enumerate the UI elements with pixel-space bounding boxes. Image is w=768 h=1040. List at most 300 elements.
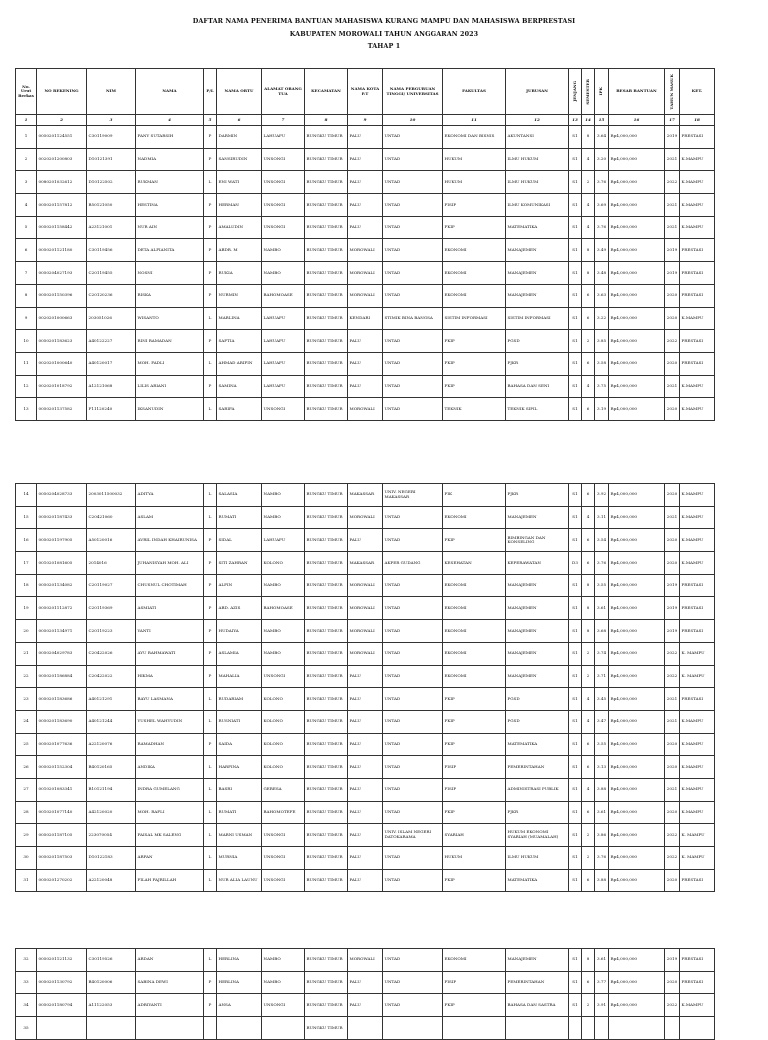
table-cell: 2020	[665, 552, 680, 575]
column-number-cell: 1	[16, 115, 37, 126]
table-cell: 3.64	[595, 126, 609, 149]
table-cell: 2021	[665, 375, 680, 398]
table-cell: P	[204, 216, 217, 239]
table-cell: RISKA	[136, 284, 204, 307]
table-cell: 17	[16, 552, 37, 575]
table-cell: KOLONO	[262, 733, 305, 756]
header-tahun-masuk: TAHUN MASUK	[668, 73, 674, 110]
table-cell: 2	[582, 994, 595, 1017]
table-cell: 4	[582, 216, 595, 239]
table-cell: BUNGKU TIMUR	[305, 552, 348, 575]
table-row	[16, 688, 715, 711]
table-row	[16, 778, 715, 801]
table-cell: 0050201077636	[37, 733, 87, 756]
table-cell: BUNGKU TIMUR	[305, 597, 348, 620]
table-cell: YANTI	[136, 620, 204, 643]
table-cell: A40121244	[87, 710, 136, 733]
table-cell: ABD. AZIS	[217, 597, 262, 620]
table-cell: 3.55	[595, 574, 609, 597]
table-cell: MATEMATIKA	[506, 733, 569, 756]
table-cell: BUNGKU TIMUR	[305, 710, 348, 733]
column-number-cell: 2	[37, 115, 87, 126]
table-cell: 2020	[665, 352, 680, 375]
table-cell: K.MAMPU	[680, 171, 715, 194]
table-cell: 0050201180794	[37, 994, 87, 1017]
table-cell: PALU	[348, 778, 383, 801]
header-cell: KECAMATAN	[305, 69, 348, 115]
table-row	[16, 994, 715, 1017]
table-cell: Rp4,000,000	[609, 824, 665, 847]
table-cell: BUNGKU TIMUR	[305, 262, 348, 285]
table-cell: 0020201018792	[37, 375, 87, 398]
table-cell: 19	[16, 597, 37, 620]
table-cell: 0020201000663	[37, 307, 87, 330]
table-cell: Rp4,000,000	[609, 756, 665, 779]
table-cell: 16	[16, 529, 37, 552]
table-cell: BUNGKU TIMUR	[305, 239, 348, 262]
header-cell: No. Urut Berkas	[16, 69, 37, 115]
header-cell	[595, 69, 609, 115]
table-row	[16, 710, 715, 733]
table-cell: 0050204028733	[37, 484, 87, 507]
table-cell: MOROWALI	[348, 398, 383, 421]
table-cell: WISANTO	[136, 307, 204, 330]
table-cell: PALU	[348, 847, 383, 870]
table-cell: FIK	[443, 484, 506, 507]
table-cell: PALU	[348, 171, 383, 194]
table-cell: 0050201134082	[37, 574, 87, 597]
table-row	[16, 194, 715, 217]
table-cell: ILMU HUKUM	[506, 148, 569, 171]
table-cell: UNTAD	[383, 194, 443, 217]
table-cell: Rp4,000,000	[609, 847, 665, 870]
table-cell: 2021	[665, 710, 680, 733]
table-cell: MATEMATIKA	[506, 216, 569, 239]
table-cell: PALU	[348, 216, 383, 239]
table-cell: 0050201187503	[37, 847, 87, 870]
table-cell: NUR ALIA LAUNU	[217, 869, 262, 892]
table-cell: 32	[16, 949, 37, 972]
table-cell: MANAJEMEN	[506, 284, 569, 307]
table-cell: Rp4,000,000	[609, 352, 665, 375]
table-cell: P	[204, 239, 217, 262]
table-cell: BUNGKU TIMUR	[305, 307, 348, 330]
table-cell: BASRI	[217, 778, 262, 801]
table-cell: C20119369	[87, 597, 136, 620]
table-cell: A11122053	[87, 994, 136, 1017]
header-cell: FAKULTAS	[443, 69, 506, 115]
table-cell: 29	[16, 824, 37, 847]
table-cell: 2003011500032	[87, 484, 136, 507]
table-cell	[506, 1017, 569, 1040]
table-cell: FISIP	[443, 756, 506, 779]
table-cell: 2019	[665, 597, 680, 620]
table-cell: S1	[569, 801, 582, 824]
table-cell: A40121291	[87, 688, 136, 711]
table-cell: K.MAMPU	[680, 506, 715, 529]
table-cell	[665, 1017, 680, 1040]
table-cell: S1	[569, 529, 582, 552]
table-cell: 6	[16, 239, 37, 262]
table-cell: 23	[16, 688, 37, 711]
table-cell: 3.85	[595, 330, 609, 353]
table-cell: UNSONGI	[262, 148, 305, 171]
table-cell: DETA ALFIANITA	[136, 239, 204, 262]
table-cell: UNTAD	[383, 710, 443, 733]
table-cell: S1	[569, 994, 582, 1017]
table-cell: S1	[569, 284, 582, 307]
table-cell: FAISAL MK SALENG	[136, 824, 204, 847]
table-cell: S1	[569, 847, 582, 870]
table-cell: HUKUM	[443, 847, 506, 870]
table-cell: FKIP	[443, 375, 506, 398]
table-cell: MOH. FADLI	[136, 352, 204, 375]
table-cell: 8	[582, 262, 595, 285]
table-cell	[87, 1017, 136, 1040]
table-row	[16, 216, 715, 239]
table-cell: MAKASSAR	[348, 484, 383, 507]
table-cell: FKIP	[443, 352, 506, 375]
table-cell: ENI WATI	[217, 171, 262, 194]
table-cell: S1	[569, 688, 582, 711]
table-cell	[609, 1017, 665, 1040]
table-cell: 3.63	[595, 284, 609, 307]
table-cell: BUNGKU TIMUR	[305, 148, 348, 171]
table-cell: MANAJEMEN	[506, 642, 569, 665]
table-cell: 3.19	[595, 398, 609, 421]
table-cell: FKIP	[443, 994, 506, 1017]
table-cell: FKIP	[443, 869, 506, 892]
table-cell: K.MAMPU	[680, 552, 715, 575]
table-cell: UNTAD	[383, 688, 443, 711]
table-row	[16, 824, 715, 847]
table-cell: BUNGKU TIMUR	[305, 352, 348, 375]
table-cell: 4	[582, 778, 595, 801]
table-cell: BUNGKU TIMUR	[305, 949, 348, 972]
table-cell: Rp4,000,000	[609, 262, 665, 285]
table-cell: PALU	[348, 994, 383, 1017]
table-cell: EKONOMI	[443, 620, 506, 643]
table-cell: P	[204, 194, 217, 217]
table-cell: UNTAD	[383, 574, 443, 597]
table-cell: K.MAMPU	[680, 801, 715, 824]
table-cell: UNTAD	[383, 375, 443, 398]
table-cell: 2020	[665, 756, 680, 779]
column-number-cell: 14	[582, 115, 595, 126]
table-cell: 2022	[665, 665, 680, 688]
table-cell: UNTAD	[383, 971, 443, 994]
table-cell: A12121068	[87, 375, 136, 398]
table-cell: A22120076	[87, 733, 136, 756]
table-row	[16, 869, 715, 892]
table-cell: PALU	[348, 824, 383, 847]
table-cell: 2019	[665, 620, 680, 643]
table-cell: K. MAMPU	[680, 642, 715, 665]
table-cell: NAMBO	[262, 574, 305, 597]
table-cell: INDRA GUMELANG	[136, 778, 204, 801]
table-cell: UNTAD	[383, 216, 443, 239]
table-cell: 3.49	[595, 239, 609, 262]
table-cell: 4	[16, 194, 37, 217]
table-cell: 4	[582, 375, 595, 398]
header-cell: NAMA ORTU	[217, 69, 262, 115]
table-cell: 2019	[665, 126, 680, 149]
table-cell	[37, 1017, 87, 1040]
table-cell: 11	[16, 352, 37, 375]
table-cell: L	[204, 949, 217, 972]
table-cell: S1	[569, 824, 582, 847]
table-page-2	[15, 483, 715, 892]
table-cell: ASLAM	[136, 506, 204, 529]
table-cell: PRESTASI	[680, 688, 715, 711]
table-cell: 2020	[665, 529, 680, 552]
table-cell: UNTAD	[383, 398, 443, 421]
table-cell: S1	[569, 262, 582, 285]
table-cell: NUR AIN	[136, 216, 204, 239]
table-cell: BAYU LASMANA	[136, 688, 204, 711]
table-cell: 3.88	[595, 778, 609, 801]
table-cell: K.MAMPU	[680, 148, 715, 171]
table-row	[16, 284, 715, 307]
table-cell: BAHOMOASE	[262, 597, 305, 620]
table-cell: HUDAIYA	[217, 620, 262, 643]
table-cell: AYU RAHMAWATI	[136, 642, 204, 665]
table-cell: 13	[16, 398, 37, 421]
table-cell: EKONOMI	[443, 239, 506, 262]
table-cell: UNTAD	[383, 620, 443, 643]
table-cell: S1	[569, 574, 582, 597]
table-cell: SITI ZAHRAN	[217, 552, 262, 575]
table-cell: 1	[16, 126, 37, 149]
table-cell: 3.76	[595, 216, 609, 239]
table-cell: Rp4,000,000	[609, 869, 665, 892]
table-cell: PGSD	[506, 710, 569, 733]
table-cell: L	[204, 307, 217, 330]
table-cell: 0050201150396	[37, 284, 87, 307]
table-cell: SALASIA	[217, 484, 262, 507]
table-cell: UNSONGI	[262, 194, 305, 217]
table-cell: S1	[569, 642, 582, 665]
table-cell: 2020	[665, 484, 680, 507]
table-cell: P	[204, 552, 217, 575]
table-cell: UNTAD	[383, 642, 443, 665]
table-cell: 7	[16, 262, 37, 285]
table-cell: DARMIN	[217, 126, 262, 149]
table-row	[16, 262, 715, 285]
table-cell: L	[204, 756, 217, 779]
table-cell	[383, 1017, 443, 1040]
table-cell: MARLINA	[217, 307, 262, 330]
table-cell: NOSNI	[136, 262, 204, 285]
table-cell: NAMBO	[262, 620, 305, 643]
table-cell: PRESTASI	[680, 330, 715, 353]
table-cell: 10	[16, 330, 37, 353]
table-cell: A23121001	[87, 216, 136, 239]
table-cell: 2020	[665, 398, 680, 421]
table-cell: MOROWALI	[348, 620, 383, 643]
table-cell: NAMBO	[262, 484, 305, 507]
table-cell	[348, 1017, 383, 1040]
table-cell: UNSONGI	[262, 994, 305, 1017]
table-page-1	[15, 68, 715, 421]
table-cell: 30	[16, 847, 37, 870]
column-number-cell: 7	[262, 115, 305, 126]
doc-title-line3: TAHAP 1	[367, 42, 401, 50]
header-cell	[582, 69, 595, 115]
table-cell: HERMAN	[217, 194, 262, 217]
column-number-row	[16, 115, 715, 126]
table-cell: C20422022	[87, 665, 136, 688]
table-cell: 2019	[665, 239, 680, 262]
table-cell: P	[204, 529, 217, 552]
table-cell: 2020	[665, 284, 680, 307]
table-cell: 2	[582, 847, 595, 870]
header-cell: KET.	[680, 69, 715, 115]
table-cell: Rp4,000,000	[609, 994, 665, 1017]
table-cell: RINI RAMADAN	[136, 330, 204, 353]
table-cell: FKIP	[443, 801, 506, 824]
table-row	[16, 733, 715, 756]
table-cell: 21	[16, 642, 37, 665]
table-cell: 3.76	[595, 552, 609, 575]
table-cell: PALU	[348, 194, 383, 217]
table-cell: BUNGKU TIMUR	[305, 869, 348, 892]
table-cell: 0050204027193	[37, 262, 87, 285]
table-cell: MOROWALI	[348, 239, 383, 262]
table-cell: 22	[16, 665, 37, 688]
table-cell: S1	[569, 352, 582, 375]
table-cell: Rp4,000,000	[609, 148, 665, 171]
table-cell: BUNGKU TIMUR	[305, 847, 348, 870]
table-cell: 2020	[665, 733, 680, 756]
table-cell: C20120236	[87, 284, 136, 307]
table-cell: 3.76	[595, 847, 609, 870]
table-cell: MOROWALI	[348, 262, 383, 285]
table-cell: PALU	[348, 688, 383, 711]
table-cell: SAMINA	[217, 375, 262, 398]
table-cell: KOLONO	[262, 552, 305, 575]
doc-title-line2: KABUPATEN MOROWALI TAHUN ANGGARAN 2023	[289, 30, 479, 38]
table-cell: MANAJEMEN	[506, 665, 569, 688]
table-row	[16, 642, 715, 665]
table-cell: NAMBO	[262, 949, 305, 972]
table-cell: S1	[569, 171, 582, 194]
table-cell: Rp4,000,000	[609, 665, 665, 688]
table-cell: ANDIKA	[136, 756, 204, 779]
table-cell: BUNGKU TIMUR	[305, 733, 348, 756]
table-cell: 6	[582, 484, 595, 507]
table-cell: S1	[569, 375, 582, 398]
table-cell: LAHUAFU	[262, 529, 305, 552]
table-cell: UNTAD	[383, 949, 443, 972]
table-cell: Rp4,000,000	[609, 506, 665, 529]
table-cell: HERLINA	[217, 971, 262, 994]
table-cell: KOLONO	[262, 710, 305, 733]
table-cell: 2	[582, 171, 595, 194]
table-cell: 0050201121132	[37, 949, 87, 972]
table-cell: PRESTASI	[680, 620, 715, 643]
table-cell: 2	[16, 148, 37, 171]
table-row	[16, 597, 715, 620]
table-cell: 34	[16, 994, 37, 1017]
table-cell: 0020201200803	[37, 148, 87, 171]
table-cell: 0050201152304	[37, 756, 87, 779]
table-cell: PJKR	[506, 352, 569, 375]
table-cell: AKUNTANSI	[506, 126, 569, 149]
table-cell: PRESTASI	[680, 971, 715, 994]
table-row	[16, 484, 715, 507]
table-cell: UNSONGI	[262, 847, 305, 870]
table-cell: PRESTASI	[680, 352, 715, 375]
table-cell: BUNGKU TIMUR	[305, 971, 348, 994]
table-cell: 33	[16, 971, 37, 994]
table-cell: S1	[569, 216, 582, 239]
table-cell: 6	[582, 284, 595, 307]
header-jenjang: JENJANG	[571, 81, 577, 102]
table-cell: PRESTASI	[680, 284, 715, 307]
table-cell: 2022	[665, 824, 680, 847]
table-cell: Rp4,000,000	[609, 126, 665, 149]
table-cell: EKONOMI	[443, 284, 506, 307]
table-cell: 4	[582, 710, 595, 733]
table-cell: 12	[16, 375, 37, 398]
table-cell: LAHUAFU	[262, 375, 305, 398]
table-cell: 2022	[665, 330, 680, 353]
table-cell: UNTAD	[383, 994, 443, 1017]
table-cell: 2022	[665, 847, 680, 870]
table-cell: 24	[16, 710, 37, 733]
header-ipk: IPK	[598, 87, 604, 96]
table-cell: K.MAMPU	[680, 733, 715, 756]
table-cell: Rp4,000,000	[609, 801, 665, 824]
header-cell: BESAR BANTUAN	[609, 69, 665, 115]
table-cell: Rp4,000,000	[609, 733, 665, 756]
table-cell: UNSONGI	[262, 216, 305, 239]
table-cell: MOROWALI	[348, 574, 383, 597]
table-cell: 3.71	[595, 665, 609, 688]
table-cell: 0050201134971	[37, 620, 87, 643]
table-cell: 3.45	[595, 688, 609, 711]
table-cell: UNTAD	[383, 756, 443, 779]
header-cell: NIM	[87, 69, 136, 115]
table-cell: KOLONO	[262, 688, 305, 711]
table-row	[16, 1017, 715, 1040]
table-cell: 8	[582, 126, 595, 149]
table-cell: BUNGKU TIMUR	[305, 171, 348, 194]
table-cell: L	[204, 778, 217, 801]
doc-title-line1: DAFTAR NAMA PENERIMA BANTUAN MAHASISWA KURANG MAMPU DAN MAHASISWA BERPRESTASI	[192, 17, 576, 25]
table-cell: BUNGKU TIMUR	[305, 284, 348, 307]
table-cell: NAMBO	[262, 262, 305, 285]
table-cell: 3.75	[595, 375, 609, 398]
table-cell: C20422026	[87, 642, 136, 665]
table-cell: P	[204, 994, 217, 1017]
table-cell: AVRIL INDAH KHAIRUNISA	[136, 529, 204, 552]
table-cell: K. MAMPU	[680, 665, 715, 688]
column-number-cell: 18	[680, 115, 715, 126]
table-cell: PALU	[348, 148, 383, 171]
table-cell: 0050201124551	[37, 126, 87, 149]
table-cell: PRESTASI	[680, 574, 715, 597]
table-cell: L	[204, 824, 217, 847]
table-cell: UNTAD	[383, 733, 443, 756]
table-cell: 0050201121180	[37, 239, 87, 262]
table-cell: AMALUDIN	[217, 216, 262, 239]
table-cell: UNTAD	[383, 171, 443, 194]
table-cell: 2019	[665, 262, 680, 285]
table-cell: UNSONGI	[262, 824, 305, 847]
table-cell: K.MAMPU	[680, 194, 715, 217]
